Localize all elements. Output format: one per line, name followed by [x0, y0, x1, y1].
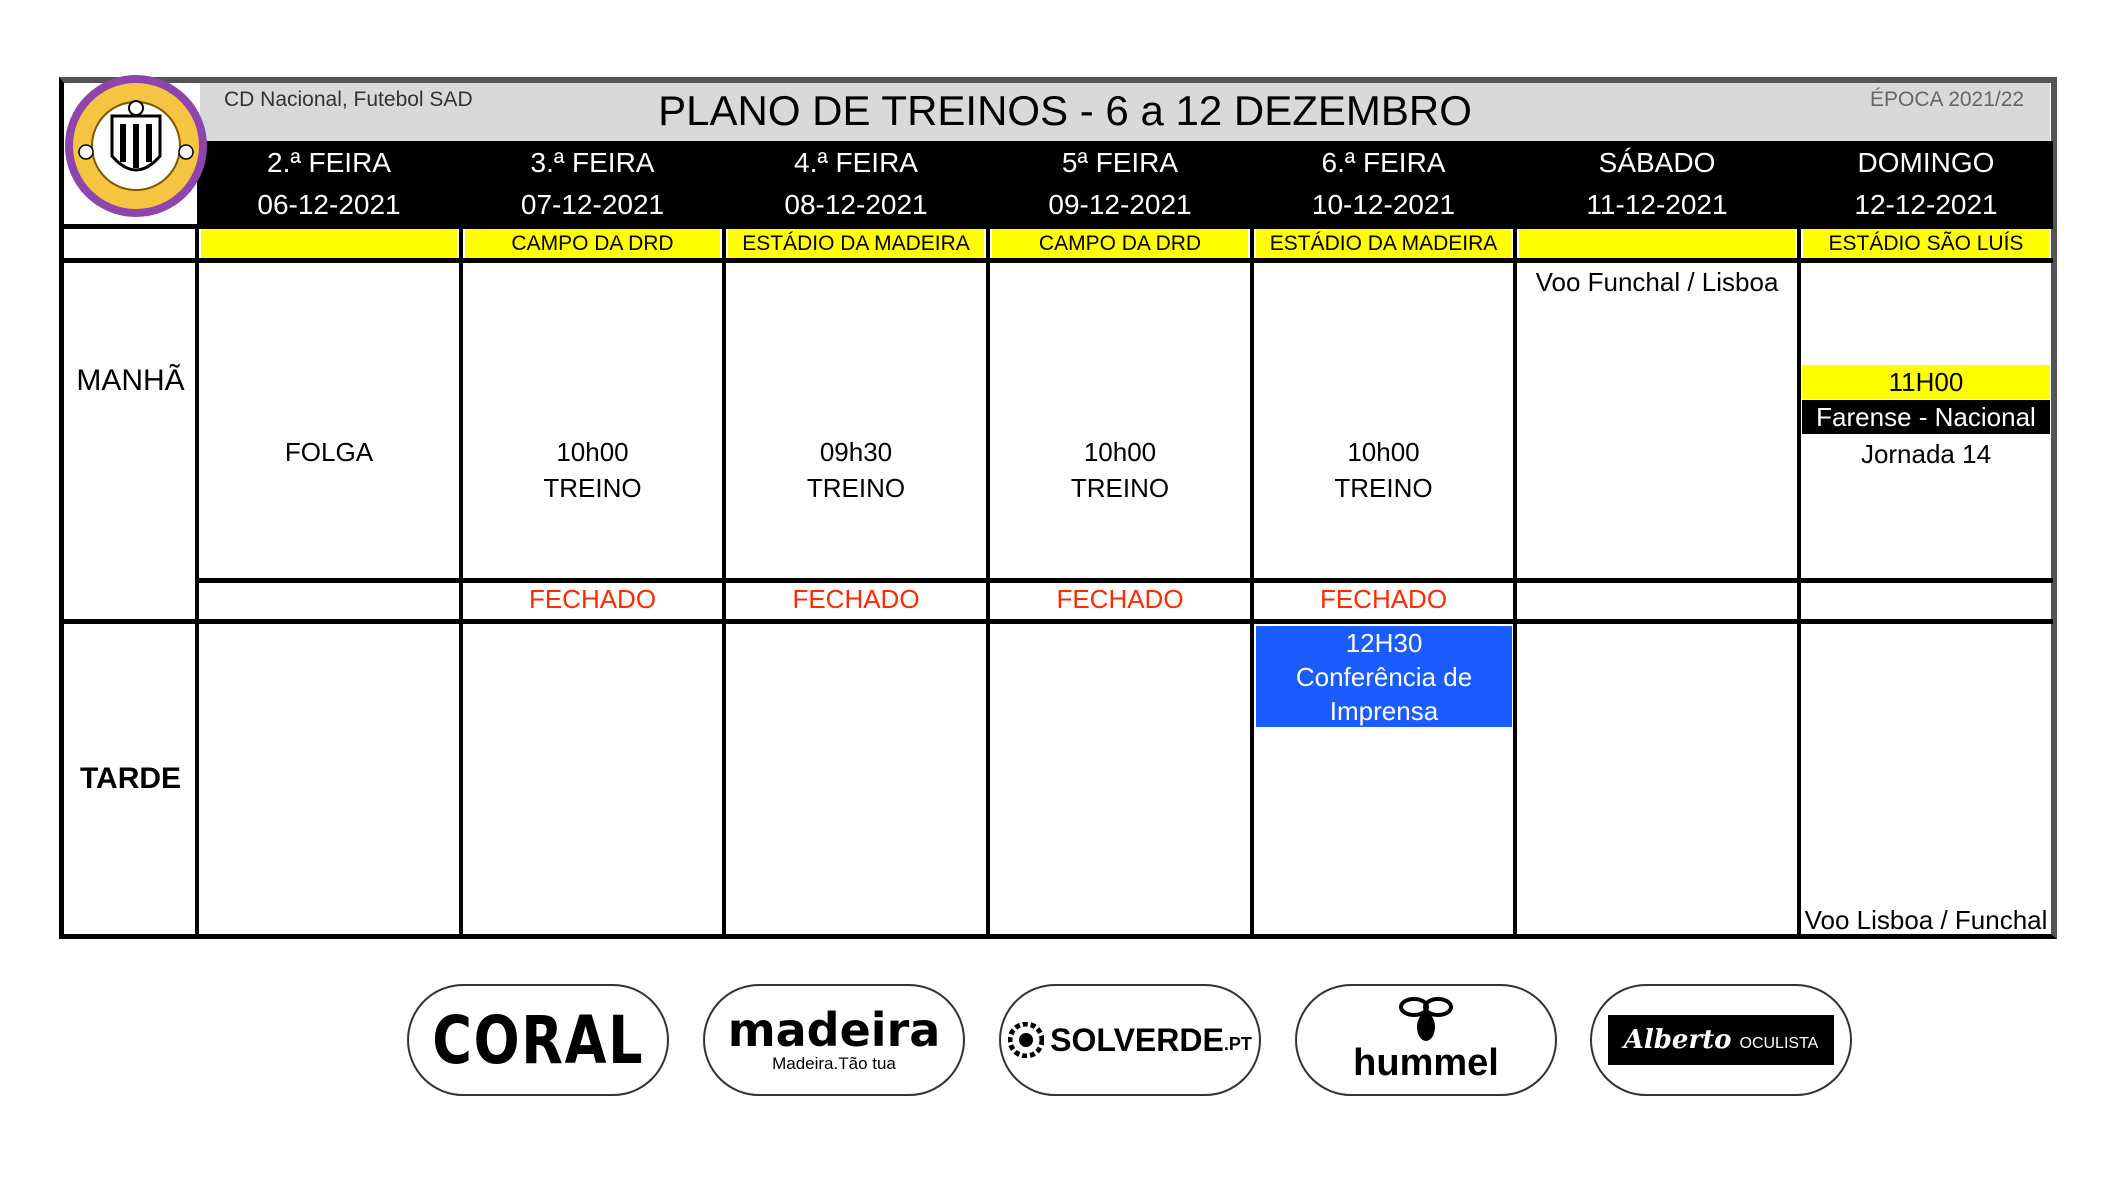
day-name: SÁBADO [1598, 147, 1716, 178]
hummel-logo-text: hummel [1353, 1042, 1499, 1084]
grid-hline [64, 619, 2053, 624]
grid-hline [64, 224, 2053, 229]
day-date: 11-12-2021 [1586, 189, 1728, 220]
match-teams: Farense - Nacional [1802, 400, 2050, 434]
club-name: CD Nacional, Futebol SAD [224, 88, 473, 111]
alberto-logo-text: Alberto [1623, 1025, 1732, 1055]
sponsor-solverde [999, 984, 1261, 1096]
alberto-suffix: OCULISTA [1739, 1035, 1819, 1052]
grid-vline [1797, 224, 1801, 939]
match-time: 11H00 [1802, 365, 2050, 399]
press-conference-line1: Conferência de [1295, 662, 1473, 692]
row-label-afternoon: TARDE [79, 762, 182, 795]
morning-cell-text: 10h00 [1347, 437, 1420, 467]
grid-vline [1250, 224, 1254, 939]
day-name: 4.ª FEIRA [794, 147, 918, 178]
solverde-suffix: .PT [1223, 1033, 1252, 1054]
sponsor-alberto [1590, 984, 1852, 1096]
grid-vline [722, 224, 726, 939]
grid-vline [195, 224, 199, 939]
morning-cell-text: 09h30 [819, 437, 893, 467]
day-name: DOMINGO [1857, 147, 1995, 178]
morning-cell-text: TREINO [543, 473, 642, 503]
venue-cell: ESTÁDIO DA MADEIRA [728, 229, 984, 259]
day-name: 6.ª FEIRA [1321, 147, 1446, 178]
status-text: FECHADO [1056, 584, 1184, 614]
day-date: 06-12-2021 [257, 189, 401, 220]
status-text: FECHADO [1319, 584, 1448, 614]
day-name: 5ª FEIRA [1061, 147, 1179, 178]
day-date: 12-12-2021 [1854, 189, 1998, 220]
grid-vline [459, 224, 463, 939]
day-name: 2.ª FEIRA [267, 147, 391, 178]
sponsor-madeira [703, 984, 965, 1096]
morning-cell-text: 10h00 [556, 437, 629, 467]
venue-cell: CAMPO DA DRD [465, 229, 720, 259]
status-text: FECHADO [792, 584, 920, 614]
press-conference-block [1256, 626, 1512, 727]
day-date: 07-12-2021 [520, 189, 665, 220]
madeira-tagline: Madeira.Tão tua [772, 1054, 896, 1073]
day-name: 3.ª FEIRA [530, 147, 655, 178]
match-round: Jornada 14 [1860, 439, 1992, 469]
morning-cell-text: TREINO [806, 473, 906, 503]
venue-cell: CAMPO DA DRD [992, 229, 1248, 259]
press-conference-time: 12H30 [1345, 628, 1423, 658]
hummel-bee-icon [1396, 997, 1456, 1043]
row-label-morning: MANHÃ [76, 364, 185, 397]
madeira-logo-text: madeira [727, 1003, 941, 1057]
sponsor-coral [407, 984, 669, 1096]
morning-cell-text: 10h00 [1083, 437, 1157, 467]
alberto-logo-box [1608, 1015, 1835, 1065]
sunday-afternoon-flight: Voo Lisboa / Funchal [1804, 905, 2048, 935]
morning-cell-text: TREINO [1334, 473, 1433, 503]
solverde-logo-text: SOLVERDE [1050, 1021, 1224, 1058]
grid-vline [1513, 224, 1517, 939]
season-label: ÉPOCA 2021/22 [1870, 88, 2025, 111]
page-title: PLANO DE TREINOS - 6 a 12 DEZEMBRO [658, 87, 1472, 134]
press-conference-line2: Imprensa [1329, 696, 1439, 726]
venue-cell [1519, 229, 1795, 259]
morning-cell-text: Voo Funchal / Lisboa [1535, 267, 1779, 297]
venue-cell: ESTÁDIO SÃO LUÍS [1803, 229, 2049, 259]
day-date: 08-12-2021 [784, 189, 928, 220]
grid-hline [197, 578, 2053, 583]
morning-cell-text: TREINO [1070, 473, 1170, 503]
coral-logo-text: CORAL [432, 1001, 644, 1079]
club-crest-logo [62, 72, 210, 220]
grid-hline [64, 258, 2053, 263]
venue-cell: ESTÁDIO DA MADEIRA [1256, 229, 1511, 259]
venue-cell [201, 229, 457, 259]
status-text: FECHADO [528, 584, 657, 614]
grid-vline [986, 224, 990, 939]
solverde-sun-icon [1008, 1022, 1044, 1058]
sponsor-hummel [1295, 984, 1557, 1096]
day-date: 09-12-2021 [1048, 189, 1192, 220]
day-date: 10-12-2021 [1311, 189, 1456, 220]
morning-cell-text: FOLGA [284, 437, 374, 467]
